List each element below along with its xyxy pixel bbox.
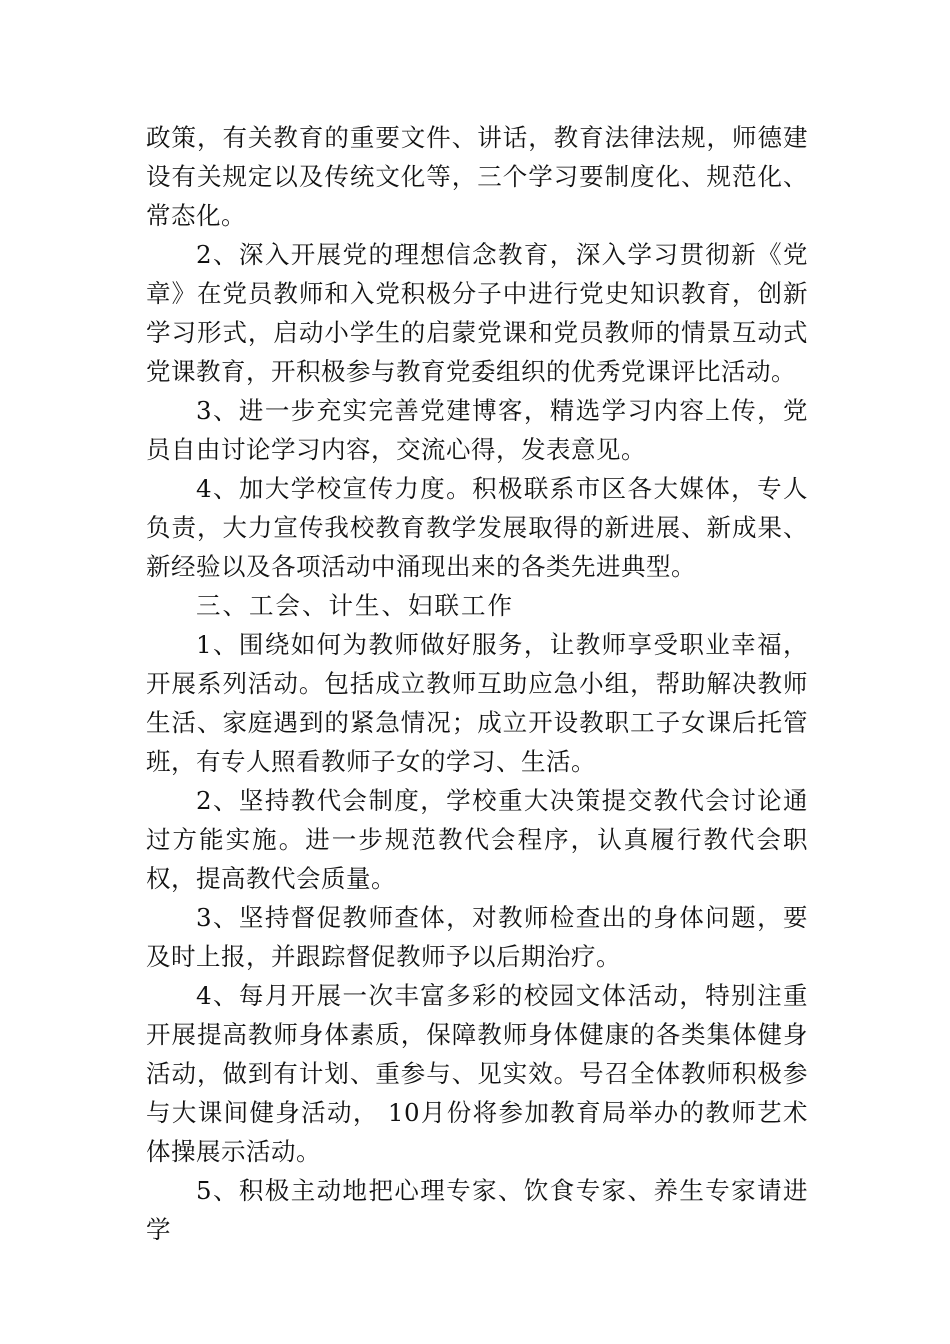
document-body <box>146 118 808 1249</box>
paragraph-party-education: 2、深入开展党的理想信念教育，深入学习贯彻新《党章》在党员教师和入党积极分子中进行党史知识教育，创新学习形式，启动小学生的启蒙党课和党员教师的情景互动式党课教育，开积极参与教育党委组织的优秀党课评比活动。 <box>146 240 808 386</box>
paragraph-school-publicity: 4、加大学校宣传力度。积极联系市区各大媒体，专人负责，大力宣传我校教育教学发展取得的新进展、新成果、新经验以及各项活动中涌现出来的各类先进典型。 <box>146 474 808 581</box>
paragraph-teacher-service: 1、围绕如何为教师做好服务，让教师享受职业幸福，开展系列活动。包括成立教师互助应急小组，帮助解决教师生活、家庭遇到的紧急情况；成立开设教职工子女课后托管班，有专人照看教师子女的学习、生活。 <box>146 630 808 776</box>
paragraph-health-checkup: 3、坚持督促教师查体，对教师检查出的身体问题，要及时上报，并跟踪督促教师予以后期治疗。 <box>146 903 808 971</box>
paragraph-experts-invite: 5、积极主动地把心理专家、饮食专家、养生专家请进学 <box>146 1176 808 1244</box>
paragraph-sports-activities: 4、每月开展一次丰富多彩的校园文体活动，特别注重开展提高教师身体素质，保障教师身体健康的各类集体健身活动，做到有计划、重参与、见实效。号召全体教师积极参与大课间健身活动， 10月份将参加教育局举办的教师艺术体操展示活动。 <box>146 981 808 1166</box>
paragraph-party-blog: 3、进一步充实完善党建博客，精选学习内容上传，党员自由讨论学习内容，交流心得，发表意见。 <box>146 396 808 464</box>
section-heading-union-work: 三、工会、计生、妇联工作 <box>196 591 514 620</box>
paragraph-staff-congress: 2、坚持教代会制度，学校重大决策提交教代会讨论通过方能实施。进一步规范教代会程序，认真履行教代会职权，提高教代会质量。 <box>146 786 808 893</box>
paragraph-policy-study: 政策，有关教育的重要文件、讲话，教育法律法规，师德建设有关规定以及传统文化等，三个学习要制度化、规范化、常态化。 <box>146 123 808 230</box>
